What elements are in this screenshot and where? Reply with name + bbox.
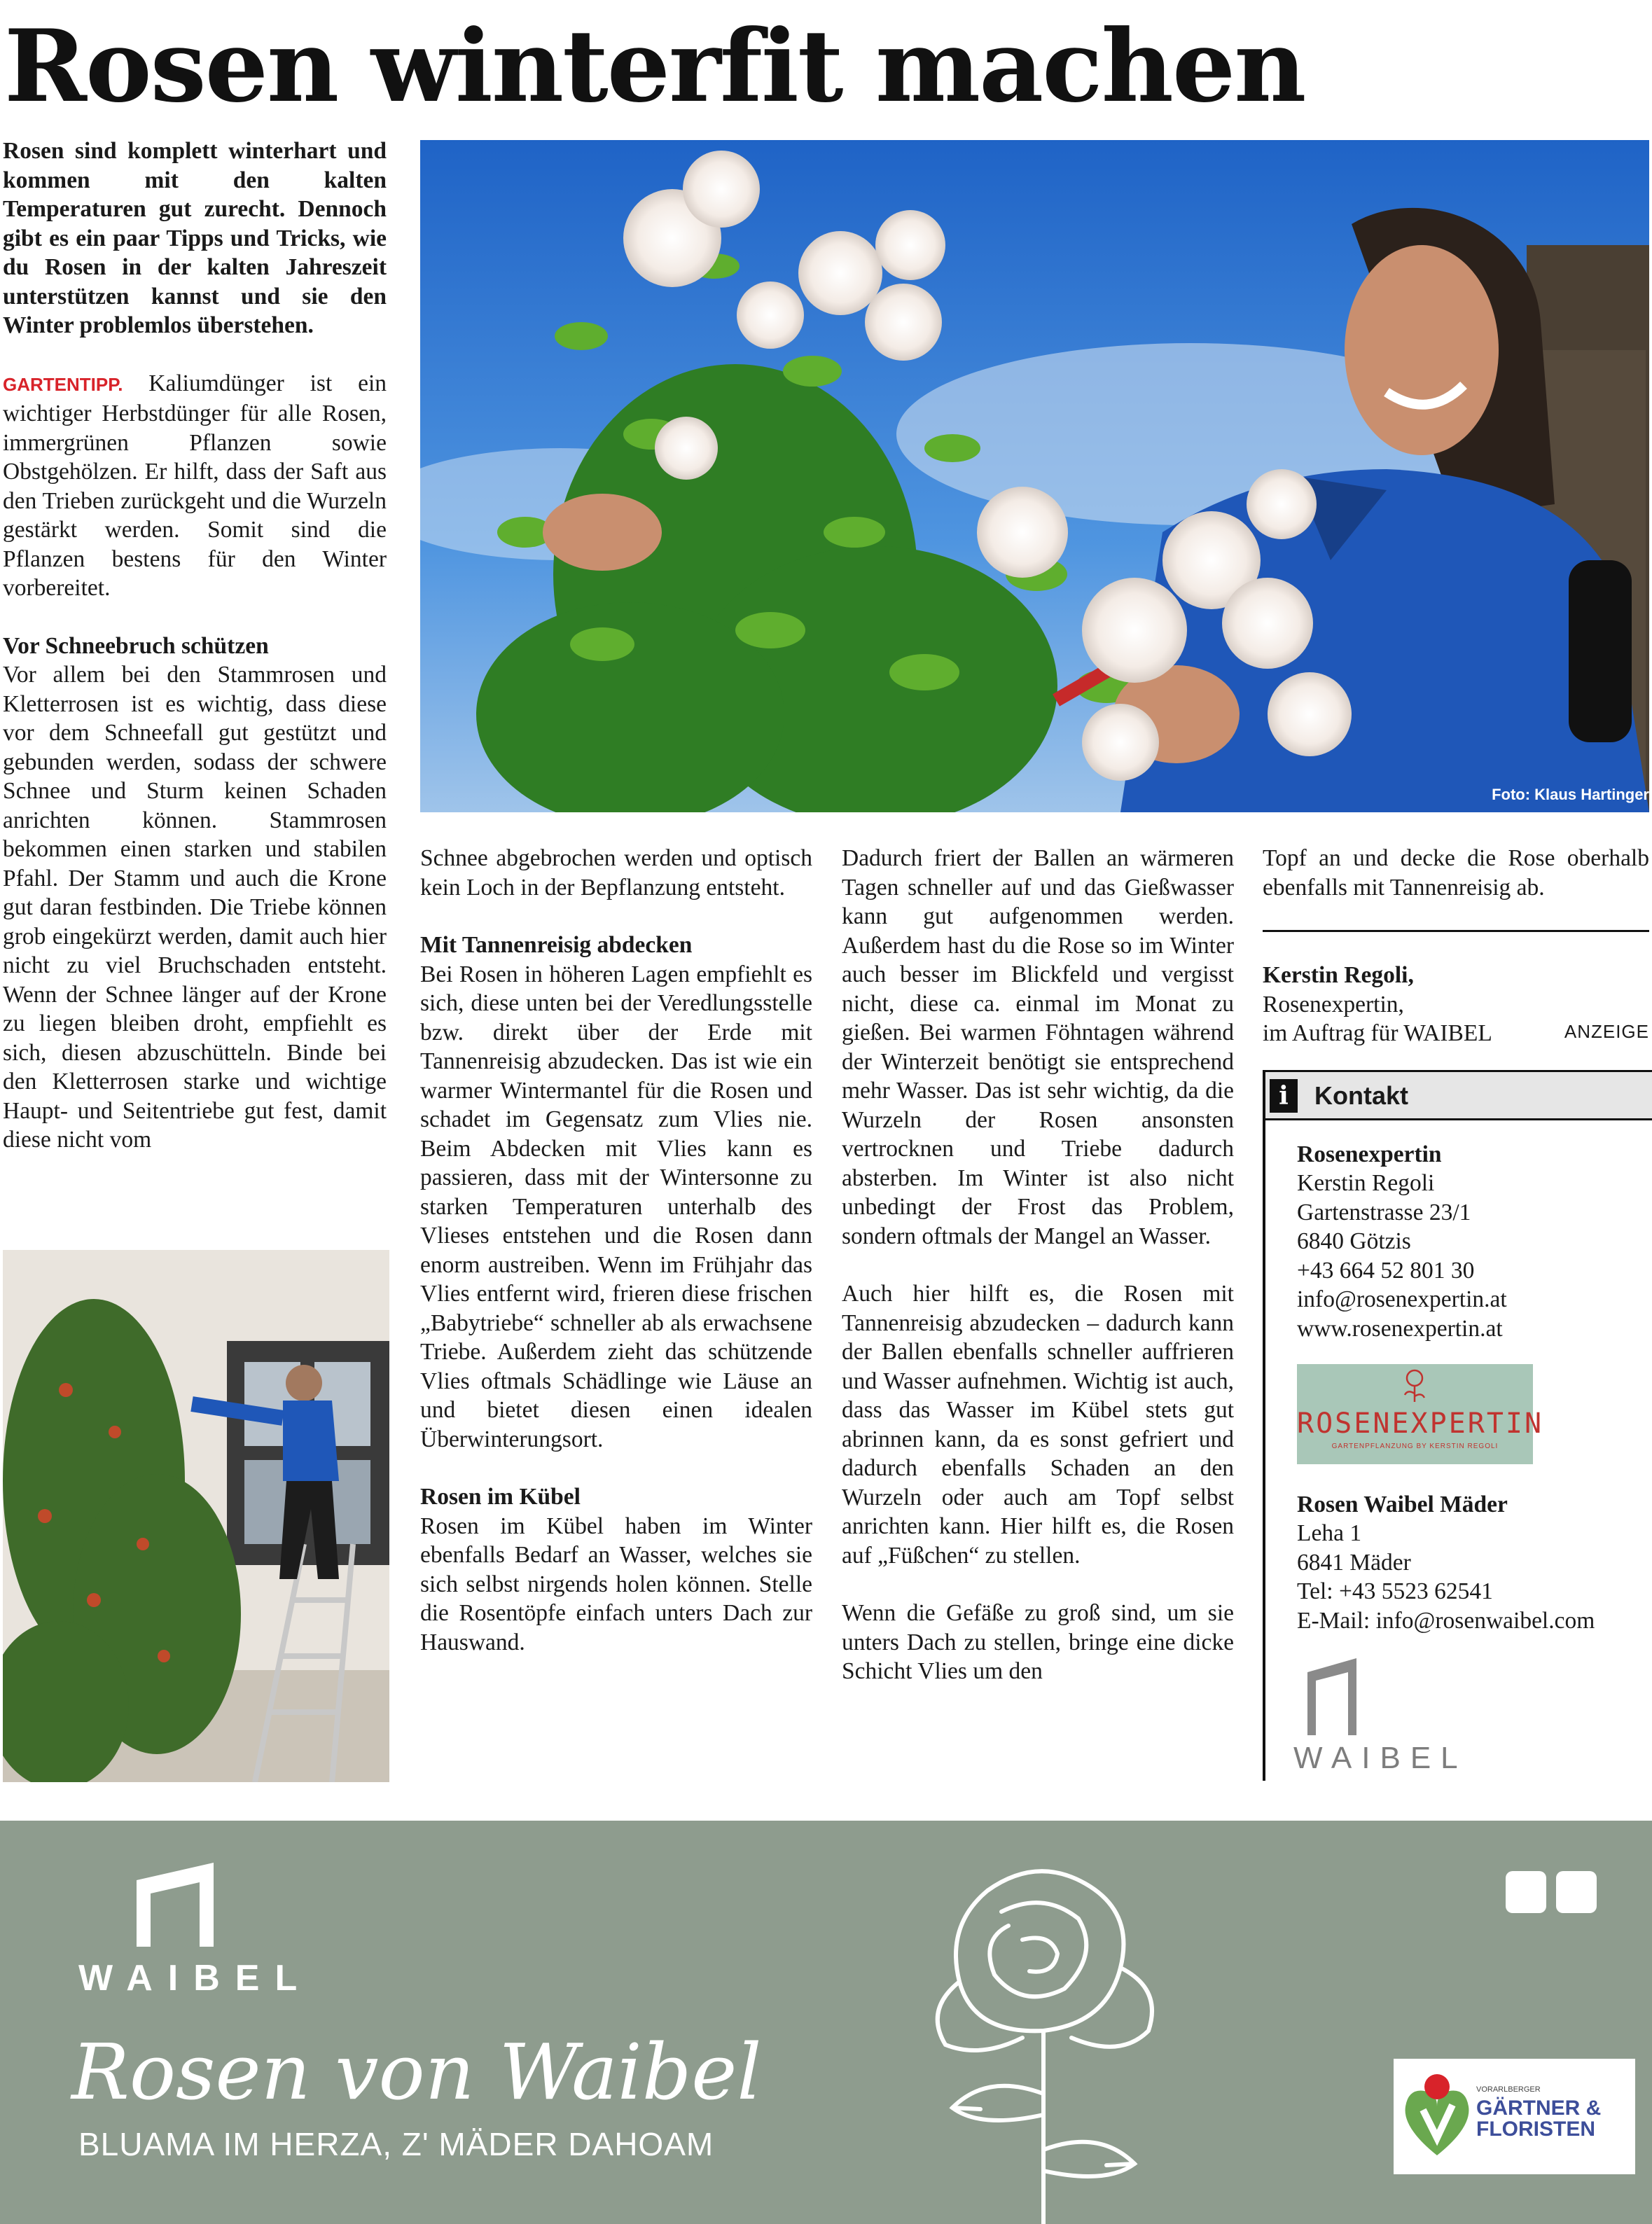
kontakt-box [1263, 1070, 1652, 1781]
subhead-schneebruch: Vor Schneebruch schützen [3, 632, 269, 659]
kontakt-title: Kontakt [1314, 1081, 1408, 1110]
contact-2-email: E-Mail: info@rosenwaibel.com [1297, 1608, 1595, 1634]
waibel-banner-ad [0, 1821, 1652, 2224]
kuebel-paragraph-3: Auch hier hilft es, die Rosen mit Tannenreisig abzudecken – dadurch kann der Ballen ebenfalls schneller auffrieren und Wasser aufnehmen. Wichtig ist auch, dass das Wasser im Kübel stets gut abrinnen kann, da es sonst gefriert und dadurch ebenfalls Schaden an den Wurzeln oder auch am Topf selbst anrichten kann. Hier hilft es, die Rosen auf „Füßchen“ zu stellen. [842, 1281, 1234, 1569]
contact-2-phone: Tel: +43 5523 62541 [1297, 1578, 1493, 1604]
contact-1-phone: +43 664 52 801 30 [1297, 1258, 1475, 1284]
waibel-mark-icon [137, 1863, 221, 1947]
intro-paragraph: Rosen sind komplett winterhart und kommen mit den kalten Temperaturen gut zurecht. Dennoch gibt es ein paar Tipps und Tricks, wie du Rosen in der kalten Jahreszeit unterstützen kannst und sie den Winter problemlos überstehen. [3, 138, 387, 338]
quote-marks-icon [1506, 1871, 1597, 1913]
gartentipp-paragraph [3, 369, 387, 603]
main-photo-roses-gardener [420, 140, 1649, 812]
headline: Rosen winterfit machen [4, 8, 1305, 125]
banner-script-title: Rosen von Waibel [71, 2027, 762, 2117]
column-4 [1263, 844, 1649, 902]
author-commission: im Auftrag für WAIBEL [1263, 1020, 1492, 1046]
gaertner-floristen-badge [1394, 2059, 1635, 2174]
waibel-logo-small [1293, 1658, 1476, 1777]
contact-1-web: www.rosenexpertin.at [1297, 1316, 1503, 1342]
kalium-text: Kaliumdünger ist ein wichtiger Herbstdünger für alle Rosen, immergrünen Pflanzen sowie Obstgehölzen. Er hilft, dass der Saft aus den Trieben zurückgeht und die Wurzeln gestärkt werden. Somit sind die Pflanzen bestens für den Winter vorbereitet. [3, 370, 387, 601]
kuebel-paragraph-4: Wenn die Gefäße zu groß sind, um sie unters Dach zu stellen, bringe eine dicke Schicht Vlies um den [842, 1600, 1234, 1684]
column-2 [420, 844, 812, 1657]
gartentipp-tag: GARTENTIPP. [3, 373, 123, 395]
contact-1-street: Gartenstrasse 23/1 [1297, 1200, 1471, 1225]
photo-credit: Foto: Klaus Hartinger [1492, 786, 1649, 803]
column-1 [3, 137, 387, 1155]
contact-2-city: 6841 Mäder [1297, 1550, 1411, 1576]
ad-marker: ANZEIGE [1564, 1021, 1649, 1042]
rosenexpertin-logo [1297, 1364, 1544, 1464]
kontakt-header [1265, 1070, 1652, 1120]
author-role: Rosenexpertin, [1263, 991, 1404, 1017]
column-3 [842, 844, 1234, 1686]
rose-icon [1399, 1368, 1430, 1403]
subhead-kuebel: Rosen im Kübel [420, 1484, 581, 1510]
info-icon: i [1270, 1079, 1298, 1113]
contact-1-email: info@rosenexpertin.at [1297, 1286, 1507, 1312]
heart-flower-icon [1402, 2071, 1472, 2162]
rosenexpertin-logo-text: ROSENEXPERTIN [1297, 1408, 1544, 1440]
kuebel-paragraph-2: Dadurch friert der Ballen an wärmeren Tagen schneller auf und das Gießwasser kann gut aufgenommen werden. Außerdem hast du die Rose so im Winter auch besser im Blickfeld und vergisst nicht, diese ca. einmal im Monat zu gießen. Bei warmen Föhntagen während der Winterzeit benötigt sie entsprechend mehr Wasser. Das ist sehr wichtig, da die Wurzeln der Rosen ansonsten vertrocknen und Triebe dadurch absterben. Im Winter ist also nicht unbedingt der Frost das Problem, sondern oftmals der Mangel an Wasser. [842, 845, 1234, 1249]
badge-small-text: VORARLBERGER [1476, 2085, 1541, 2094]
waibel-logo-small-text: WAIBEL [1293, 1741, 1468, 1775]
badge-title-line-1: GÄRTNER & [1476, 2097, 1602, 2120]
waibel-mark-icon [1307, 1658, 1370, 1735]
tannenreisig-paragraph: Bei Rosen in höheren Lagen empfiehlt es sich, diese unten bei der Veredlungsstelle bzw. direkt über der Erde mit Tannenreisig abzudecken. Das ist wie ein warmer Wintermantel für die Rosen und schadet im Gegensatz zum Vlies nie. Beim Abdecken mit Vlies kann es passieren, dass mit der Wintersonne zu starken Temperaturen unterhalb des Vlieses entstehen und die Rosen dann enorm austreiben. Wenn im Frühjahr das Vlies entfernt wird, frieren diese frischen „Babytriebe“ schneller ab als erwachsene Triebe. Außerdem zieht das schützende Vlies oftmals Schädlinge wie Läuse an und bietet diesen einen idealen Überwinterungsort. [420, 961, 812, 1452]
banner-slogan: BLUAMA IM HERZA, Z' MÄDER DAHOAM [78, 2126, 714, 2162]
schneebruch-continued: Schnee abgebrochen werden und optisch kein Loch in der Bepflanzung entsteht. [420, 845, 812, 901]
rosenexpertin-logo-subtitle: GARTENPFLANZUNG BY KERSTIN REGOLI [1331, 1443, 1499, 1450]
subhead-tannenreisig: Mit Tannenreisig abdecken [420, 932, 693, 958]
photo-climbing-rose-ladder [3, 1250, 389, 1782]
badge-title [1476, 2098, 1601, 2140]
kuebel-paragraph-1: Rosen im Kübel haben im Winter ebenfalls Bedarf an Wasser, welches sie sich selbst nirgends holen können. Stelle die Rosentöpfe einfach unters Dach zur Hauswand. [420, 1513, 812, 1655]
contact-2-street: Leha 1 [1297, 1520, 1362, 1546]
contact-2-name: Rosen Waibel Mäder [1297, 1492, 1508, 1517]
schneebruch-paragraph: Vor allem bei den Stammrosen und Kletterrosen ist es wichtig, dass diese vor dem Schneefall gut gestützt und gebunden werden, sodass der schwere Schnee und Sturm keinen Schaden anrichten können. Stammrosen bekommen einen starken und stabilen Pfahl. Der Stamm und auch die Krone gut daran festbinden. Die Triebe können grob eingekürzt werden, damit auch hier nicht zu viel Bruchschaden entsteht. Wenn der Schnee länger auf der Krone zu liegen bleiben droht, empfiehlt es sich, diesen abzuschütteln. Binde bei den Kletterrosen starke und wichtige Haupt- und Seitentriebe gut fest, damit diese nicht vom [3, 662, 387, 1153]
contact-1-person: Kerstin Regoli [1297, 1170, 1435, 1196]
author-divider [1263, 930, 1649, 932]
contact-1-city: 6840 Götzis [1297, 1228, 1411, 1254]
rose-line-drawing [882, 1849, 1184, 2224]
banner-brand: WAIBEL [78, 1958, 313, 1999]
badge-title-line-2: FLORISTEN [1476, 2118, 1595, 2141]
author-name: Kerstin Regoli, [1263, 962, 1414, 988]
kuebel-paragraph-5: Topf an und decke die Rose oberhalb ebenfalls mit Tannenreisig ab. [1263, 845, 1649, 901]
contact-1-name: Rosenexpertin [1297, 1141, 1442, 1167]
